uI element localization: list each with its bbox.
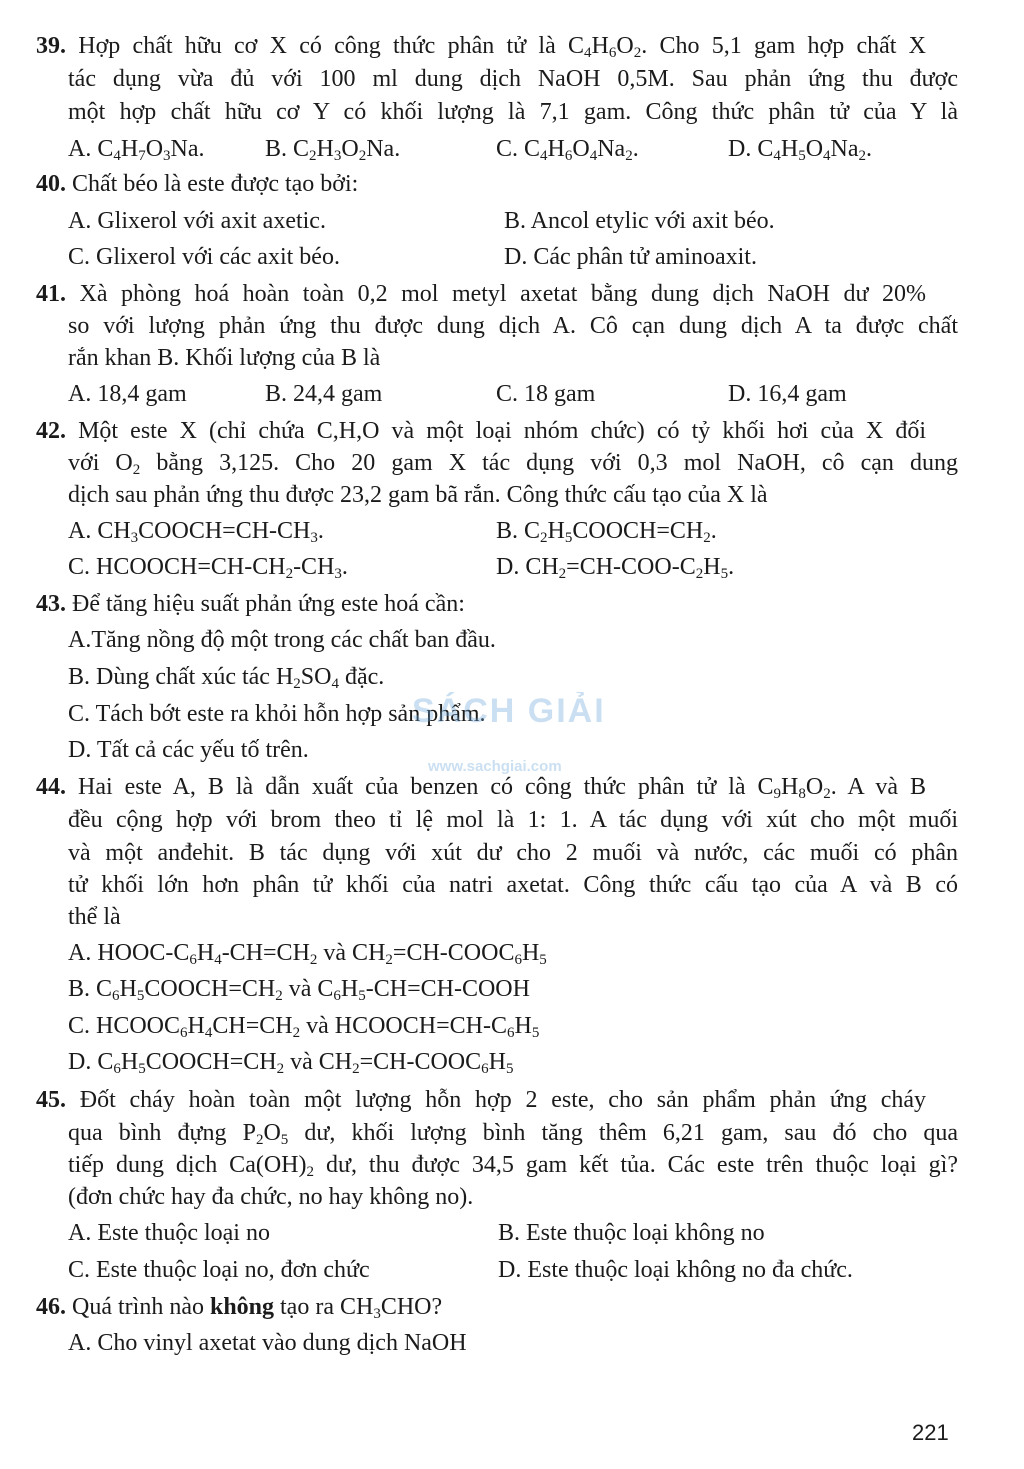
q43-line-1: 43. Để tăng hiệu suất phản ứng este hoá cần: [36,591,465,617]
q39-option-b[interactable]: B. $C_2H_3O_2Na$. [265,136,401,164]
q42-line-3: dịch sau phản ứng thu được 23,2 gam bã rắn. Công thức cấu tạo của X là [68,482,768,508]
q40-option-a[interactable]: A. Glixerol với axit axetic. [68,208,326,234]
q45-options-1 [68,1217,958,1249]
q44-option-c[interactable]: C. $HCOOC_6H_4CH=CH_2$ và $HCOOCH=CH-C_6H_5$ [68,1013,540,1041]
q40-option-d[interactable]: D. Các phân tử aminoaxit. [504,244,757,270]
q40-options-1 [68,205,958,237]
q43-option-c[interactable]: C. Tách bớt este ra khỏi hỗn hợp sản phẩm. [68,701,486,727]
q42-option-a[interactable]: A. $CH_3COOCH=CH-CH_3$. [68,518,324,546]
q43-option-a[interactable]: A.Tăng nồng độ một trong các chất ban đầu. [68,627,496,653]
q39-option-a[interactable]: A. $C_4H_7O_3Na$. [68,136,205,164]
q45-option-a[interactable]: A. Este thuộc loại no [68,1220,270,1246]
q42-option-c[interactable]: C. $HCOOCH=CH-CH_2-CH_3$. [68,554,348,582]
q41-option-d[interactable]: D. 16,4 gam [728,381,847,407]
q40-option-b[interactable]: B. Ancol etylic với axit béo. [504,208,775,234]
q44-line-5: thể là [68,904,121,930]
q41-option-c[interactable]: C. 18 gam [496,381,596,407]
q41-options [68,378,958,410]
q42-option-d[interactable]: D. $CH_2=CH-COO-C_2H_5$. [496,554,735,582]
q40-line-1: 40. Chất béo là este được tạo bởi: [36,171,359,197]
q45-line-2: qua bình đựng $P_2O_5$ dư, khối lượng bình tăng thêm 6,21 gam, sau đó cho qua [68,1120,958,1148]
q41-option-a[interactable]: A. 18,4 gam [68,381,187,407]
q39-options [68,133,958,165]
q42-options-1 [68,515,958,547]
q40-option-c[interactable]: C. Glixerol với các axit béo. [68,244,340,270]
q44-line-2: đều cộng hợp với brom theo tỉ lệ mol là 1: 1. A tác dụng với xút cho một muối [68,807,958,833]
q41-line-2: so với lượng phản ứng thu được dung dịch A. Cô cạn dung dịch A ta được chất [68,313,958,339]
q44-option-b[interactable]: B. $C_6H_5COOCH=CH_2$ và $C_6H_5-CH=CH$-COOH [68,976,530,1004]
q46-line-1: 46. Quá trình nào không tạo ra $CH_3CHO$? [36,1294,443,1322]
watermark-url: www.sachgiai.com [428,758,562,775]
q45-option-b[interactable]: B. Este thuộc loại không no [498,1220,765,1246]
q42-option-b[interactable]: B. $C_2H_5COOCH=CH_2$. [496,518,717,546]
q39-option-d[interactable]: D. $C_4H_5O_4Na_2$. [728,136,873,164]
page-number: 221 [912,1420,949,1445]
q43-option-d[interactable]: D. Tất cả các yếu tố trên. [68,737,309,763]
q42-line-1: 42. Một este X (chỉ chứa C,H,O và một loại nhóm chức) có tỷ khối hơi của X đối [36,418,926,444]
q44-option-d[interactable]: D. $C_6H_5COOCH=CH_2$ và $CH_2=CH-COOC_6H_5$ [68,1049,514,1077]
q45-line-3: tiếp dung dịch $Ca(OH)_2$ dư, thu được 34,5 gam kết tủa. Các este trên thuộc loại gì? [68,1152,958,1180]
q46-option-a[interactable]: A. Cho vinyl axetat vào dung dịch NaOH [68,1330,467,1356]
q45-line-1: 45. Đốt cháy hoàn toàn một lượng hỗn hợp 2 este, cho sản phẩm phản ứng cháy [36,1087,926,1113]
q44-line-3: và một anđehit. B tác dụng với xút dư cho 2 muối và nước, các muối có phân [68,840,958,866]
q41-line-1: 41. Xà phòng hoá hoàn toàn 0,2 mol metyl axetat bằng dung dịch NaOH dư 20% [36,281,926,307]
q44-line-1: 44. Hai este A, B là dẫn xuất của benzen có công thức phân tử là $C_9H_8O_2$. A và B [36,774,926,802]
q44-option-a[interactable]: A. HOOC-$C_6H_4-CH=CH_2$ và $CH_2=CH-COOC_6H_5$ [68,940,547,968]
q45-options-2 [68,1254,958,1286]
q39-line-3: một hợp chất hữu cơ Y có khối lượng là 7,1 gam. Công thức phân tử của Y là [68,99,958,125]
q45-option-d[interactable]: D. Este thuộc loại không no đa chức. [498,1257,853,1283]
q42-options-2 [68,551,958,583]
q43-option-b[interactable]: B. Dùng chất xúc tác $H_2SO_4$ đặc. [68,664,385,692]
q39-line-2: tác dụng vừa đủ với 100 ml dung dịch NaOH 0,5M. Sau phản ứng thu được [68,66,958,92]
q41-line-3: rắn khan B. Khối lượng của B là [68,345,381,371]
q44-line-4: tử khối lớn hơn phân tử khối của natri axetat. Công thức cấu tạo của A và B có [68,872,958,898]
q41-option-b[interactable]: B. 24,4 gam [265,381,383,407]
q39-option-c[interactable]: C. $C_4H_6O_4Na_2$. [496,136,639,164]
watermark-logo: SÁCH GIẢI [412,692,606,730]
q45-line-4: (đơn chức hay đa chức, no hay không no). [68,1184,474,1210]
q40-options-2 [68,241,958,273]
q45-option-c[interactable]: C. Este thuộc loại no, đơn chức [68,1257,370,1283]
q39-line-1: 39. Hợp chất hữu cơ X có công thức phân tử là $C_4H_6O_2$. Cho 5,1 gam hợp chất X [36,33,926,61]
q42-line-2: với $O_2$ bằng 3,125. Cho 20 gam X tác dụng với 0,3 mol NaOH, cô cạn dung [68,450,958,478]
